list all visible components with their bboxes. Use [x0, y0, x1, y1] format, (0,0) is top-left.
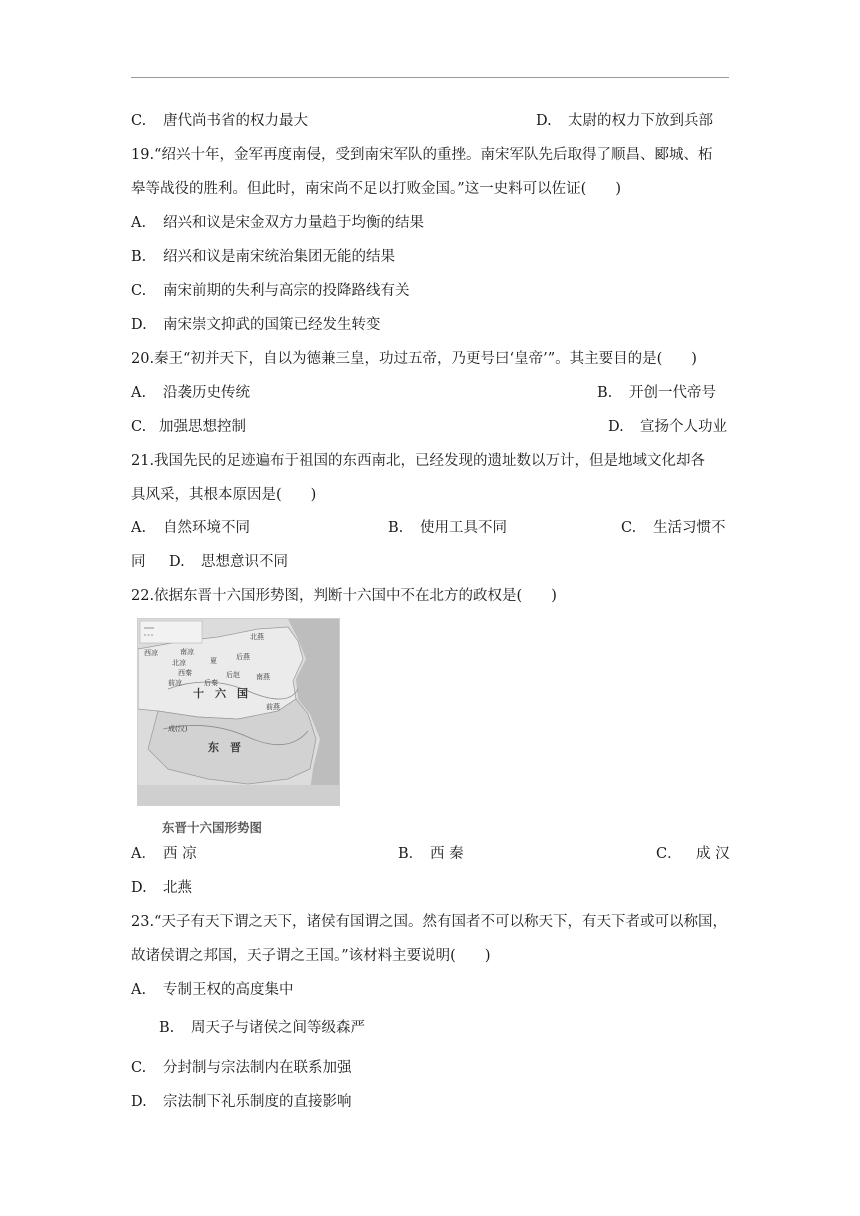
q23-option-a[interactable]	[131, 980, 294, 1000]
option-label: C.	[131, 113, 147, 129]
map-label-beiliang: 北凉	[172, 659, 186, 667]
q18-option-d[interactable]	[536, 111, 713, 131]
map-label-cheng-han: 成(汉)	[168, 725, 188, 733]
q18-option-c[interactable]	[131, 111, 308, 131]
option-label: A.	[131, 385, 147, 401]
option-label: D.	[131, 1094, 147, 1110]
q19-option-a[interactable]	[131, 213, 731, 233]
map-label-xiliang: 西凉	[144, 649, 158, 657]
historical-map-figure	[137, 618, 340, 806]
map-label-xia: 夏	[210, 657, 217, 665]
option-label: B.	[159, 1020, 175, 1036]
q21-stem-line2: 具风采，其根本原因是( )	[131, 487, 317, 503]
q22-option-c[interactable]	[656, 844, 730, 864]
option-text: 生活习惯不	[653, 520, 726, 536]
q21-option-c[interactable]	[621, 518, 726, 538]
q19-stem-line1: 19.“绍兴十年，金军再度南侵，受到南宋军队的重挫。南宋军队先后取得了顺昌、郾城、柘	[131, 147, 713, 163]
q23-stem-line2: 故诸侯谓之邦国，天子谓之王国。”该材料主要说明( )	[131, 948, 491, 964]
option-text: 自然环境不同	[163, 520, 250, 536]
option-label: D.	[131, 317, 147, 333]
option-text: 绍兴和议是宋金双方力量趋于均衡的结果	[163, 215, 424, 231]
q21-option-d[interactable]	[169, 552, 288, 572]
map-label-qianyan: 前燕	[266, 703, 280, 711]
option-text: 宗法制下礼乐制度的直接影响	[163, 1094, 352, 1110]
map-label-nanyan: 南燕	[256, 673, 270, 681]
option-label: D.	[131, 880, 147, 896]
option-label: A．	[131, 846, 156, 862]
q23-option-c[interactable]	[131, 1058, 352, 1078]
option-label: B.	[597, 385, 613, 401]
q20-option-b[interactable]	[597, 383, 716, 403]
option-text: 宣扬个人功业	[640, 419, 727, 435]
option-text: 使用工具不同	[420, 520, 507, 536]
q22-option-a[interactable]	[131, 844, 197, 864]
q19-option-d[interactable]	[131, 315, 731, 335]
option-text: 太尉的权力下放到兵部	[568, 113, 713, 129]
map-label-dongjin: 东 晋	[208, 741, 241, 754]
q23-stem-line1: 23.“天子有天下谓之天下，诸侯有国谓之国。然有国者不可以称天下，有天下者或可以称国，	[131, 914, 727, 930]
q19-option-c[interactable]	[131, 281, 731, 301]
option-label: B．	[398, 846, 424, 862]
option-label: C.	[131, 419, 147, 435]
q21-option-a[interactable]	[131, 518, 250, 538]
q21-option-c-continued: 同	[131, 554, 146, 570]
map-label-shiliuguo: 十 六 国	[193, 687, 248, 700]
option-text: 开创一代帝号	[629, 385, 716, 401]
map-label-houzhao: 后赵	[226, 671, 240, 679]
option-text: 西 秦	[430, 846, 464, 862]
q19-stem-line2: 皋等战役的胜利。但此时，南宋尚不足以打败金国。”这一史料可以佐证( )	[131, 181, 621, 197]
q22-stem: 22.依据东晋十六国形势图，判断十六国中不在北方的政权是( )	[131, 588, 557, 604]
option-text: 加强思想控制	[159, 419, 246, 435]
option-text: 西 凉	[163, 846, 197, 862]
q19-option-b[interactable]	[131, 247, 731, 267]
q21-stem-line1: 21.我国先民的足迹遍布于祖国的东西南北，已经发现的遗址数以万计，但是地域文化却各	[131, 453, 706, 469]
map-label-xiqin: 西秦	[178, 669, 192, 677]
option-label: B.	[388, 520, 404, 536]
map-label-beiyan: 北燕	[250, 633, 264, 641]
option-text: 绍兴和议是南宋统治集团无能的结果	[163, 249, 395, 265]
map-label-houqin: 后秦	[204, 679, 218, 687]
option-text: 分封制与宗法制内在联系加强	[163, 1060, 352, 1076]
option-label: B.	[131, 249, 147, 265]
q21-option-b[interactable]	[388, 518, 507, 538]
option-text: 唐代尚书省的权力最大	[163, 113, 308, 129]
option-text: 南宋崇文抑武的国策已经发生转变	[163, 317, 381, 333]
map-caption: 东晋十六国形势图	[162, 820, 263, 835]
option-text: 周天子与诸侯之间等级森严	[191, 1020, 365, 1036]
q20-stem: 20.秦王“初并天下，自以为德兼三皇，功过五帝，乃更号曰‘皇帝’”。其主要目的是( )	[131, 351, 697, 367]
option-text: 南宋前期的失利与高宗的投降路线有关	[163, 283, 410, 299]
option-label: A.	[131, 982, 147, 998]
option-label: A.	[131, 215, 147, 231]
q23-option-d[interactable]	[131, 1092, 352, 1112]
option-label: C.	[621, 520, 637, 536]
option-label: A.	[131, 520, 147, 536]
q20-option-d[interactable]	[608, 417, 727, 437]
option-text: 北燕	[163, 880, 192, 896]
q20-option-c[interactable]	[131, 417, 246, 437]
option-label: D.	[536, 113, 552, 129]
map-graphic	[138, 619, 339, 805]
option-label: C．	[656, 846, 682, 862]
q22-option-d[interactable]	[131, 878, 192, 898]
header-rule	[131, 77, 729, 78]
option-label: D.	[608, 419, 624, 435]
map-label-qianliang: 前凉	[168, 679, 182, 687]
q22-option-b[interactable]	[398, 844, 464, 864]
q20-option-a[interactable]	[131, 383, 250, 403]
option-text: 专制王权的高度集中	[163, 982, 294, 998]
option-label: C.	[131, 1060, 147, 1076]
option-text: 成 汉	[696, 846, 730, 862]
q23-option-b[interactable]	[159, 1018, 365, 1038]
option-label: C.	[131, 283, 147, 299]
option-text: 思想意识不同	[201, 554, 288, 570]
map-label-nanliang: 南凉	[180, 648, 194, 656]
option-text: 沿袭历史传统	[163, 385, 250, 401]
option-label: D.	[169, 554, 185, 570]
map-label-houyan: 后燕	[236, 653, 250, 661]
